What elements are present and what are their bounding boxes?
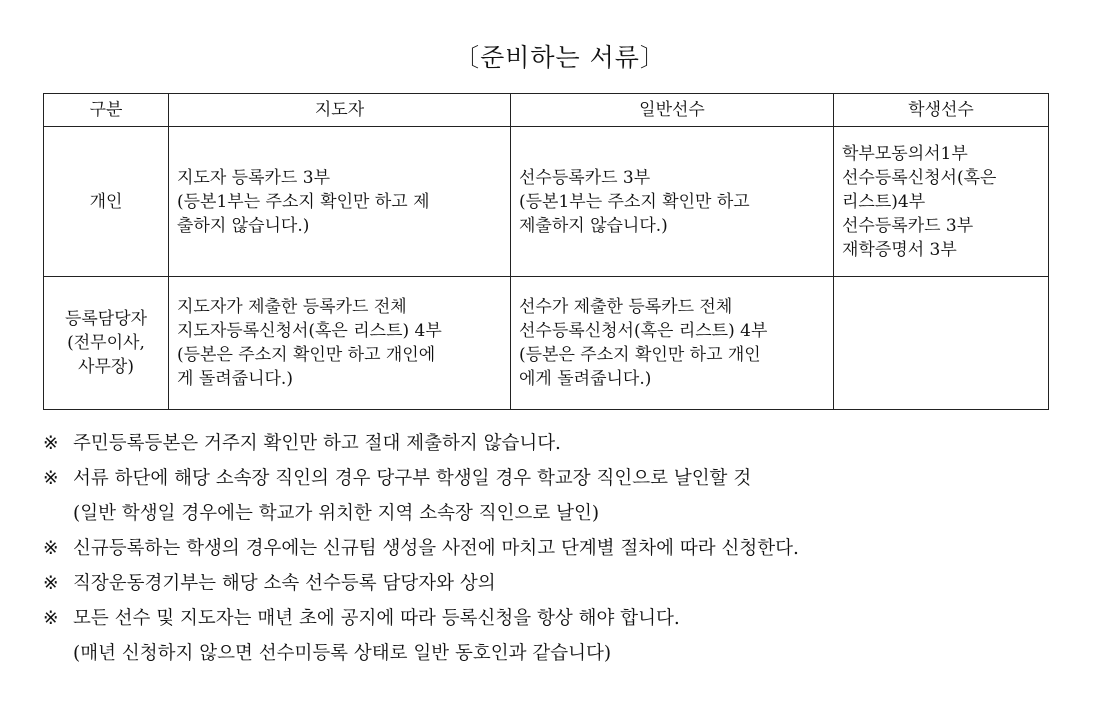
cell-line: 개인	[89, 191, 123, 212]
cell-line: 에게 돌려줍니다.)	[519, 369, 652, 389]
table-header-row	[44, 94, 1049, 127]
row-label-individual	[44, 127, 169, 277]
cell-line: 선수가 제출한 등록카드 전체	[519, 297, 733, 317]
cell-line: 제출하지 않습니다.)	[519, 215, 668, 236]
reference-mark-icon: ※	[43, 573, 59, 594]
cell-line: 선수등록카드 3부	[519, 167, 651, 188]
header-coach: 지도자	[169, 94, 511, 127]
header-student-player: 학생선수	[834, 94, 1049, 127]
header-category: 구분	[44, 94, 169, 127]
cell-coach-registrar	[169, 277, 511, 410]
note-text: 직장운동경기부는 해당 소속 선수등록 담당자와 상의	[73, 573, 496, 594]
cell-line: (전무이사,	[67, 333, 145, 353]
note-item	[43, 531, 1083, 566]
cell-line: 재학증명서 3부	[842, 239, 957, 260]
reference-mark-icon: ※	[43, 433, 59, 454]
cell-line: 출하지 않습니다.)	[177, 215, 310, 236]
cell-player-individual	[511, 127, 834, 277]
note-item	[43, 601, 1083, 636]
note-continuation	[43, 636, 1083, 671]
note-text: 모든 선수 및 지도자는 매년 초에 공지에 따라 등록신청을 항상 해야 합니다.	[73, 608, 680, 629]
cell-line: (등본은 주소지 확인만 하고 개인	[519, 345, 761, 365]
note-text: (매년 신청하지 않으면 선수미등록 상태로 일반 동호인과 같습니다)	[73, 643, 612, 664]
reference-mark-icon: ※	[43, 538, 59, 559]
cell-line: (등본1부는 주소지 확인만 하고 제	[177, 191, 430, 212]
table-row	[44, 127, 1049, 277]
note-text: 서류 하단에 해당 소속장 직인의 경우 당구부 학생일 경우 학교장 직인으로 날인할 것	[73, 468, 752, 489]
page-title: 〔준비하는 서류〕	[454, 43, 666, 72]
note-text: 주민등록등본은 거주지 확인만 하고 절대 제출하지 않습니다.	[73, 433, 561, 454]
cell-line: 학부모동의서1부	[842, 143, 968, 164]
note-text: (일반 학생일 경우에는 학교가 위치한 지역 소속장 직인으로 날인)	[73, 503, 600, 524]
cell-student-individual	[834, 127, 1049, 277]
cell-line: 등록담당자	[64, 309, 148, 329]
cell-line: 지도자가 제출한 등록카드 전체	[177, 297, 407, 317]
note-continuation	[43, 496, 1083, 531]
reference-mark-icon: ※	[43, 468, 59, 489]
note-item	[43, 426, 1083, 461]
cell-student-registrar	[834, 277, 1049, 410]
cell-line: 선수등록카드 3부	[842, 215, 974, 236]
cell-line: 게 돌려줍니다.)	[177, 369, 293, 389]
header-general-player: 일반선수	[511, 94, 834, 127]
note-item	[43, 566, 1083, 601]
reference-mark-icon: ※	[43, 608, 59, 629]
cell-coach-individual	[169, 127, 511, 277]
cell-line: 리스트)4부	[842, 191, 926, 212]
cell-line: 사무장)	[78, 357, 134, 377]
table-row	[44, 277, 1049, 410]
note-item	[43, 461, 1083, 496]
cell-line: (등본은 주소지 확인만 하고 개인에	[177, 345, 436, 365]
cell-line: 선수등록신청서(혹은 리스트) 4부	[519, 321, 768, 341]
cell-line: 선수등록신청서(혹은	[842, 167, 997, 188]
cell-line: 지도자 등록카드 3부	[177, 167, 330, 188]
row-label-registrar	[44, 277, 169, 410]
documents-table	[43, 93, 1049, 410]
cell-player-registrar	[511, 277, 834, 410]
notes-list	[43, 426, 1083, 671]
cell-line: (등본1부는 주소지 확인만 하고	[519, 191, 750, 212]
note-text: 신규등록하는 학생의 경우에는 신규팀 생성을 사전에 마치고 단계별 절차에 따라 신청한다.	[73, 538, 799, 559]
cell-line: 지도자등록신청서(혹은 리스트) 4부	[177, 321, 442, 341]
